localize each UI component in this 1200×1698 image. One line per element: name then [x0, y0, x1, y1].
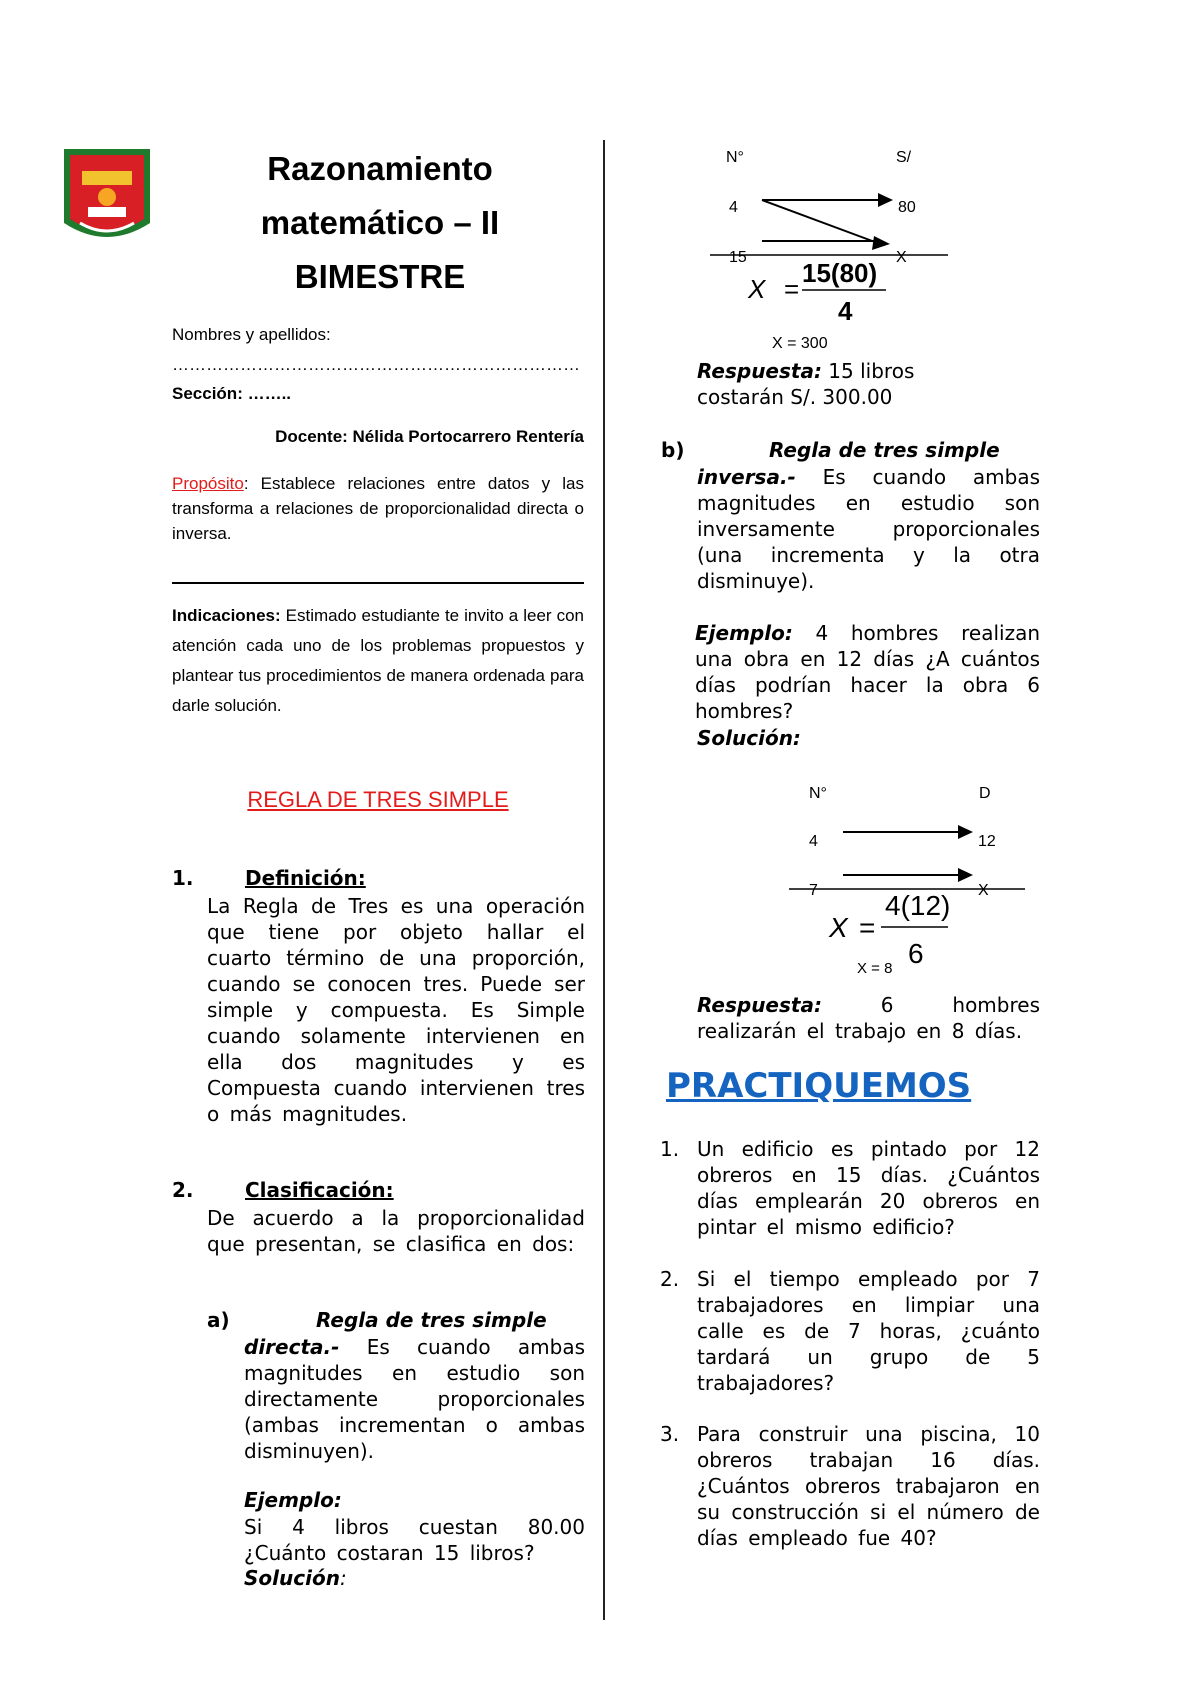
diagram2-r1a: 4	[809, 833, 818, 850]
practice-item-3-number: 3.	[660, 1422, 680, 1446]
practice-item-2-text: Si el tiempo empleado por 7 trabajadores en limpiar una calle es de 7 horas, ¿cuánto tardará un grupo de 5 trabajadores?	[697, 1267, 1040, 1395]
def-heading: Definición:	[245, 866, 366, 890]
direct-answer-label: Respuesta:	[697, 359, 822, 383]
practice-item-1	[660, 1136, 1040, 1240]
diagram2-r2a: 7	[809, 882, 818, 899]
title-line-1: Razonamiento	[267, 150, 493, 187]
def-number: 1.	[172, 866, 194, 890]
purpose	[172, 471, 584, 546]
diagram2-col2: D	[979, 785, 991, 802]
inverse-desc	[697, 464, 1040, 594]
direct-solution-label: Solución	[244, 1566, 340, 1590]
diagram1-den: 4	[838, 296, 853, 326]
inverse-answer-text: 6 hombres realizarán el trabajo en 8 días.	[697, 993, 1040, 1043]
diagram2-result: X = 8	[857, 960, 893, 977]
practice-item-3	[660, 1421, 1040, 1551]
inverse-example-text: 4 hombres realizan una obra en 12 días ¿A cuántos días podrían hacer la obra 6 hombres?	[695, 621, 1040, 723]
diagram1-eq: =	[784, 274, 800, 304]
inverse-answer-label: Respuesta:	[697, 993, 822, 1017]
practice-heading: PRACTIQUEMOS	[666, 1066, 972, 1106]
inverse-answer	[697, 992, 1040, 1044]
direct-answer	[697, 358, 947, 410]
inverse-diagram	[785, 775, 1035, 985]
diagram1-result: X = 300	[772, 335, 828, 352]
direct-example-text: Si 4 libros cuestan 80.00 ¿Cuánto costaran 15 libros?	[244, 1515, 585, 1565]
title-line-2: matemático – II	[260, 204, 500, 241]
direct-example-label: Ejemplo:	[244, 1488, 342, 1512]
inverse-solution-label: Solución:	[697, 726, 801, 750]
purpose-label: Propósito	[172, 474, 244, 493]
inverse-example	[695, 620, 1040, 724]
practice-item-1-text: Un edificio es pintado por 12 obreros en 15 días. ¿Cuántos días emplearán 20 obreros en pintar el mismo edificio?	[697, 1137, 1040, 1239]
inverse-name-a: Regla de tres simple	[769, 438, 1000, 462]
divider	[172, 582, 584, 584]
practice-item-2-number: 2.	[660, 1267, 680, 1291]
diagram1-r1b: 80	[898, 199, 916, 216]
direct-letter: a)	[207, 1308, 230, 1332]
diagram1-arrowhead-bottom	[872, 236, 890, 250]
inverse-letter: b)	[661, 438, 685, 462]
diagram1-r2b: X	[896, 249, 907, 266]
purpose-text: : Establece relaciones entre datos y las transforma a relaciones de proporcionalidad directa o inversa.	[172, 474, 584, 543]
column-divider	[603, 140, 605, 1620]
diagram1-col1: N°	[726, 149, 744, 166]
direct-solution-colon: :	[339, 1566, 347, 1590]
diagram2-arrowhead-top	[958, 825, 973, 839]
diagram1-arrowhead-top	[878, 193, 893, 207]
page-title	[200, 142, 560, 304]
inverse-name-b: inversa.-	[697, 465, 796, 489]
diagram1-r1a: 4	[729, 199, 738, 216]
clas-number: 2.	[172, 1178, 194, 1202]
inverse-desc-text: Es cuando ambas magnitudes en estudio son inversamente proporcionales (una incrementa y la otra disminuye).	[697, 465, 1040, 593]
practice-item-2	[660, 1266, 1040, 1396]
direct-solution	[244, 1566, 347, 1590]
school-logo	[60, 143, 154, 255]
direct-answer-text: 15 libros costarán S/. 300.00	[697, 359, 915, 409]
title-line-3: BIMESTRE	[294, 258, 466, 295]
indications-text: Estimado estudiante te invito a leer con atención cada uno de los problemas propuestos y plantear tus procedimientos de manera ordenada para darle solución.	[172, 606, 584, 715]
diagram2-num: 4(12)	[885, 890, 951, 921]
indications	[172, 601, 584, 721]
practice-item-3-text: Para construir una piscina, 10 obreros trabajan 16 días. ¿Cuántos obreros trabajaron en su construcción si el número de días empleado fue 40?	[697, 1422, 1040, 1550]
names-dots: ………………………………………………………………	[172, 355, 580, 374]
diagram2-x: X	[829, 912, 848, 943]
diagram2-den: 6	[908, 938, 924, 969]
diagram2-eq: =	[859, 912, 876, 943]
direct-diagram	[700, 140, 960, 355]
diagram1-arrow-diag	[762, 200, 875, 242]
direct-name-b: directa.-	[244, 1335, 340, 1359]
indications-label: Indicaciones:	[172, 606, 281, 625]
diagram1-r2a: 15	[729, 249, 747, 266]
direct-desc	[244, 1334, 585, 1464]
direct-name-a: Regla de tres simple	[316, 1308, 547, 1332]
diagram1-num: 15(80)	[802, 258, 878, 288]
clas-text: De acuerdo a la proporcionalidad que presentan, se clasifica en dos:	[207, 1206, 585, 1256]
diagram1-x: X	[748, 274, 766, 304]
diagram2-r1b: 12	[978, 833, 996, 850]
teacher: Docente: Nélida Portocarrero Rentería	[275, 427, 584, 446]
inverse-example-label: Ejemplo:	[695, 621, 793, 645]
diagram1-col2: S/	[896, 149, 912, 166]
section-label: Sección: ……..	[172, 384, 292, 403]
section-title: REGLA DE TRES SIMPLE	[247, 787, 509, 812]
names-label: Nombres y apellidos:	[172, 325, 331, 344]
diagram2-r2b: X	[978, 882, 989, 899]
diagram2-arrowhead-bottom	[958, 868, 973, 882]
diagram2-col1: N°	[809, 785, 827, 802]
practice-item-1-number: 1.	[660, 1137, 680, 1161]
direct-desc-text: Es cuando ambas magnitudes en estudio son directamente proporcionales (ambas incrementan o ambas disminuyen).	[244, 1335, 585, 1463]
def-text: La Regla de Tres es una operación que tiene por objeto hallar el cuarto término de una proporción, cuando se conocen tres. Puede ser simple y compuesta. Es Simple cuando solamente intervienen en ella dos magnitudes y es Compuesta cuando intervienen tres o más magnitudes.	[207, 894, 585, 1126]
clas-heading: Clasificación:	[245, 1178, 394, 1202]
